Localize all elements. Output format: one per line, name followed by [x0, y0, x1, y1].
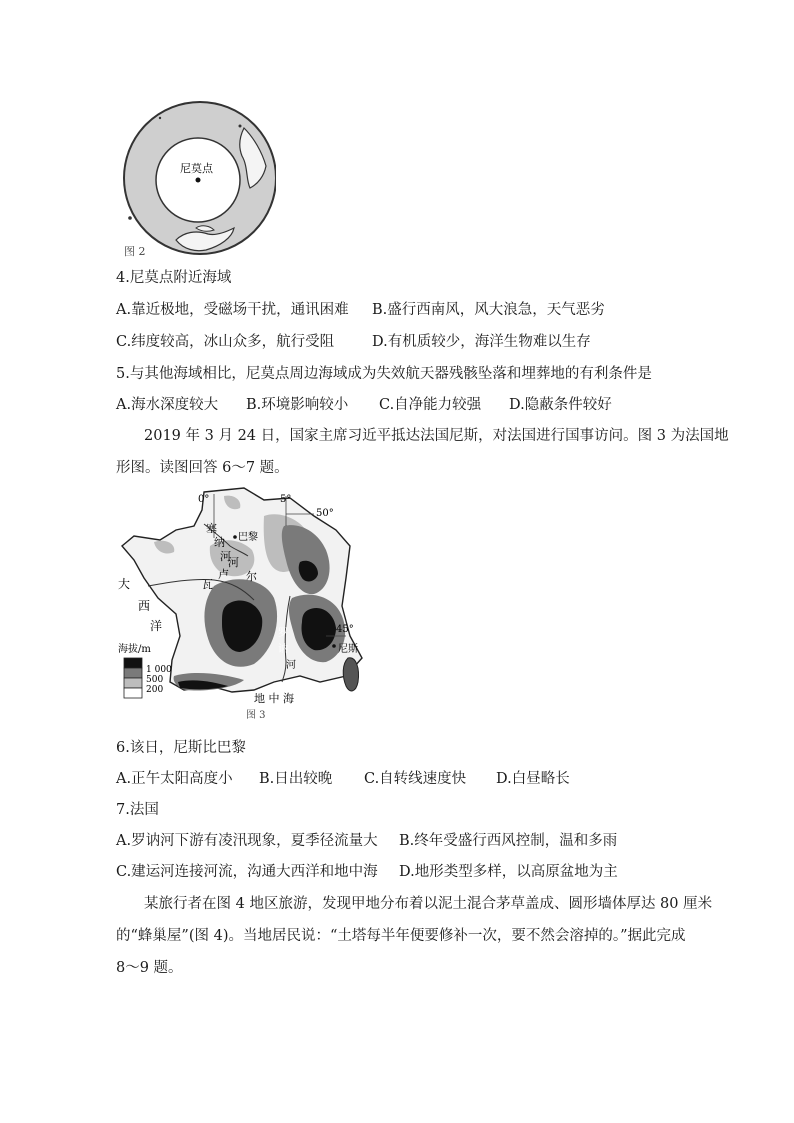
q5-option-a: A.海水深度较大	[116, 397, 219, 413]
label-rhone-3: 河	[286, 660, 296, 671]
label-loire-3: 尔	[246, 570, 257, 583]
label-lat-50: 50°	[316, 508, 334, 519]
passage-1-line-2: 形图。读图回答 6～7 题。	[116, 460, 289, 476]
legend-label-500: 500	[146, 675, 164, 685]
label-atlantic-3: 洋	[150, 619, 163, 633]
label-lon-0: 0°	[198, 494, 210, 505]
q6-option-d: D.白昼略长	[496, 771, 570, 787]
corsica	[343, 658, 358, 691]
label-lon-5: 5°	[280, 494, 292, 505]
island-dot	[159, 117, 161, 119]
label-atlantic-1: 大	[118, 577, 131, 591]
legend-label-200: 200	[146, 685, 164, 695]
paris-dot	[233, 535, 237, 539]
legend-label-1000: 1 000	[146, 665, 172, 675]
q7-option-c: C.建运河连接河流，沟通大西洋和地中海	[116, 864, 378, 880]
question-4-stem: 4.尼莫点附近海域	[116, 270, 232, 286]
q4-option-b: B.盛行西南风，风大浪急，天气恶劣	[372, 302, 605, 318]
label-loire-1: 卢	[218, 568, 229, 581]
legend-swatch-200	[124, 678, 142, 688]
island-dot	[239, 125, 242, 128]
q6-option-a: A.正午太阳高度小	[116, 771, 233, 787]
legend-swatch-500	[124, 668, 142, 678]
question-5-stem: 5.与其他海域相比，尼莫点周边海域成为失效航天器残骸坠落和埋葬地的有利条件是	[116, 366, 652, 382]
q4-option-a: A.靠近极地，受磁场干扰，通讯困难	[116, 302, 349, 318]
label-paris: 巴黎	[238, 532, 258, 543]
question-6-stem: 6.该日，尼斯比巴黎	[116, 740, 246, 756]
island-dot	[128, 216, 132, 220]
q7-option-a: A.罗讷河下游有凌汛现象，夏季径流量大	[116, 833, 378, 849]
q5-option-d: D.隐蔽条件较好	[509, 397, 612, 413]
legend-swatch-lowland	[124, 688, 142, 698]
label-atlantic-2: 西	[138, 599, 151, 613]
figure-2-map	[116, 100, 276, 260]
question-7-stem: 7.法国	[116, 802, 159, 818]
label-seine-1: 塞	[206, 522, 217, 535]
label-mediterranean: 地 中 海	[254, 692, 294, 705]
figure-3-caption: 图 3	[246, 710, 266, 721]
figure-2-caption: 图 2	[124, 245, 146, 258]
label-rhone-2: 讷	[278, 644, 288, 655]
q6-option-c: C.自转线速度快	[364, 771, 467, 787]
q6-option-b: B.日出较晚	[259, 771, 333, 787]
q7-option-b: B.终年受盛行西风控制，温和多雨	[399, 833, 618, 849]
q7-option-d: D.地形类型多样，以高原盆地为主	[399, 864, 618, 880]
label-seine-2: 纳	[214, 536, 225, 549]
q5-option-c: C.自净能力较强	[379, 397, 482, 413]
passage-1-line-1: 2019 年 3 月 24 日，国家主席习近平抵达法国尼斯，对法国进行国事访问。图 3 为法国地	[144, 428, 729, 444]
figure-3-france-map	[114, 486, 370, 722]
label-rhone-1: 罗	[278, 628, 288, 639]
q4-option-d: D.有机质较少，海洋生物难以生存	[372, 334, 591, 350]
label-seine-3: 河	[220, 550, 231, 563]
nemo-point-dot	[196, 178, 201, 183]
passage-2-line-2: 的“蜂巢屋”(图 4)。当地居民说：“土塔每半年便要修补一次，要不然会溶掉的。”据此完成	[116, 928, 686, 944]
label-lat-45: 45°	[336, 624, 354, 635]
nemo-point-label: 尼莫点	[180, 162, 213, 175]
legend-swatch-1000	[124, 658, 142, 668]
passage-2-line-1: 某旅行者在图 4 地区旅游，发现甲地分布着以泥土混合茅草盖成、圆形墙体厚达 80 厘米	[144, 896, 713, 912]
label-nice: 尼斯	[338, 644, 358, 655]
legend-title: 海拔/m	[118, 644, 151, 655]
nice-dot	[332, 644, 336, 648]
label-loire-2: 瓦	[202, 578, 213, 591]
q4-option-c: C.纬度较高，冰山众多，航行受阻	[116, 334, 335, 350]
q5-option-b: B.环境影响较小	[246, 397, 349, 413]
passage-2-line-3: 8～9 题。	[116, 960, 183, 976]
label-loire-4: 河	[228, 556, 239, 569]
